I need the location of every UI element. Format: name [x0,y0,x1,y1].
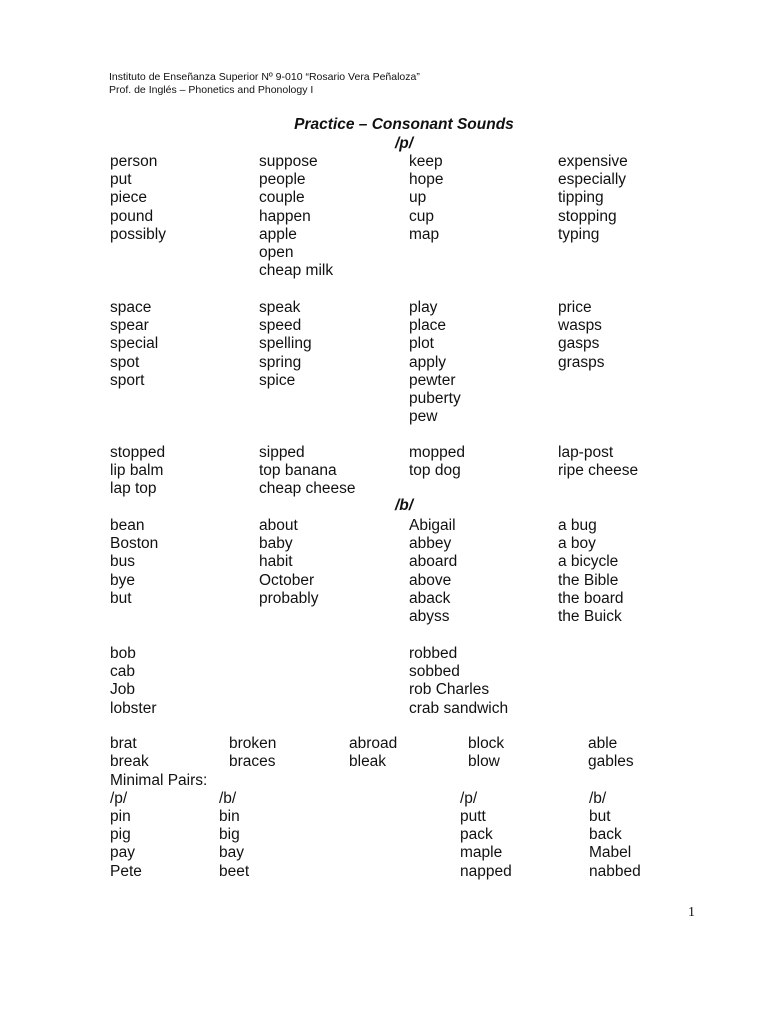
word-cell: brat [110,735,137,752]
word-cell: expensive [558,153,628,170]
word-cell: break [110,753,149,771]
word-cell: blow [468,753,500,771]
word-cell: gasps [558,335,600,353]
word-cell: spear [110,317,149,335]
word-cell: about [259,517,298,534]
word-cell: abyss [409,608,450,625]
word-cell: Pete [110,862,142,880]
word-cell: but [589,808,611,825]
word-cell: bleak [349,753,387,771]
word-cell: lap-post [558,444,614,461]
word-cell: abroad [349,735,398,752]
word-cell: the board [558,589,624,607]
word-cell: happen [259,207,311,225]
word-cell: broken [229,735,277,752]
word-cell: typing [558,225,600,243]
page-title: Practice – Consonant Sounds [294,116,514,133]
word-cell: bob [110,645,136,662]
word-cell: abbey [409,535,452,553]
word-cell: map [409,225,440,243]
word-cell: spelling [259,335,312,353]
word-cell: bay [219,844,244,862]
word-cell: big [219,826,240,844]
word-cell: put [110,171,132,189]
word-cell: baby [259,535,293,553]
word-cell: tipping [558,189,604,207]
word-cell: bye [110,571,135,589]
word-cell: mopped [409,444,466,461]
word-cell: place [409,317,447,335]
minimal-pairs-column-header: /b/ [589,790,607,807]
word-cell: cab [110,663,135,681]
word-cell: spring [259,353,302,371]
word-cell: pack [460,826,493,844]
institution-header: Instituto de Enseñanza Superior Nº 9-010 “Rosario Vera Peñaloza” [109,71,420,83]
word-cell: cup [409,207,434,225]
word-cell: a bug [558,517,597,534]
word-cell: a boy [558,535,596,553]
word-cell: lobster [110,699,157,717]
word-cell: apply [409,353,447,371]
word-cell: bean [110,517,145,534]
word-cell: back [589,826,622,844]
word-cell: play [409,299,438,316]
word-cell: Abigail [409,517,456,534]
word-cell: napped [460,862,512,880]
word-cell: gables [588,753,634,771]
word-cell: pig [110,826,131,844]
word-cell: stopping [558,207,617,225]
word-cell: pin [110,808,131,825]
word-cell: top banana [259,462,337,480]
word-cell: up [409,189,427,207]
word-cell: braces [229,753,276,771]
word-cell: Job [110,681,135,699]
word-cell: sipped [259,444,305,461]
word-cell: maple [460,844,503,862]
page-number: 1 [688,905,695,920]
word-cell: hope [409,171,444,189]
word-cell: speed [259,317,302,335]
b-section-heading: /b/ [394,497,414,514]
word-cell: bus [110,553,135,571]
word-cell: robbed [409,645,458,662]
word-cell: stopped [110,444,166,461]
word-cell: apple [259,225,297,243]
word-cell: lip balm [110,462,164,480]
word-cell: cheap cheese [259,480,356,498]
word-cell: open [259,244,294,261]
word-cell: space [110,299,152,316]
word-cell: ripe cheese [558,462,639,480]
word-cell: piece [110,189,148,207]
word-cell: nabbed [589,862,641,880]
word-cell: Boston [110,535,159,553]
word-cell: a bicycle [558,553,619,571]
word-cell: aback [409,589,451,607]
word-cell: probably [259,589,319,607]
word-cell: spice [259,371,296,389]
word-cell: keep [409,153,443,170]
word-cell: people [259,171,306,189]
minimal-pairs-label: Minimal Pairs: [110,772,208,789]
word-cell: able [588,735,618,752]
word-cell: lap top [110,480,157,498]
p-section-heading: /p/ [394,135,414,152]
word-cell: beet [219,862,250,880]
word-cell: aboard [409,553,458,571]
word-cell: block [468,735,505,752]
word-cell: sport [110,371,145,389]
word-cell: pewter [409,371,456,389]
word-cell: possibly [110,225,166,243]
word-cell: pound [110,207,154,225]
word-cell: putt [460,808,486,825]
minimal-pairs-column-header: /p/ [110,790,128,807]
minimal-pairs-column-header: /b/ [219,790,237,807]
minimal-pairs-column-header: /p/ [460,790,478,807]
word-cell: but [110,589,132,607]
word-cell: grasps [558,353,605,371]
word-cell: rob Charles [409,681,490,699]
word-cell: puberty [409,390,461,407]
course-header: Prof. de Inglés – Phonetics and Phonology I [109,84,314,96]
word-cell: price [558,299,592,316]
word-cell: couple [259,189,305,207]
word-cell: Mabel [589,844,632,862]
word-cell: pew [409,408,438,426]
word-cell: plot [409,335,434,353]
word-cell: special [110,335,159,353]
word-cell: suppose [259,153,318,170]
word-cell: October [259,571,315,589]
word-cell: speak [259,299,301,316]
word-cell: sobbed [409,663,460,681]
word-cell: spot [110,353,140,371]
word-cell: top dog [409,462,461,480]
word-cell: bin [219,808,240,825]
word-cell: wasps [558,317,602,335]
word-cell: crab sandwich [409,699,509,717]
word-cell: especially [558,171,627,189]
word-cell: person [110,153,158,170]
word-cell: cheap milk [259,262,334,280]
word-cell: above [409,571,452,589]
word-cell: the Bible [558,571,619,589]
word-cell: habit [259,553,293,571]
word-cell: the Buick [558,608,622,625]
word-cell: pay [110,844,135,862]
